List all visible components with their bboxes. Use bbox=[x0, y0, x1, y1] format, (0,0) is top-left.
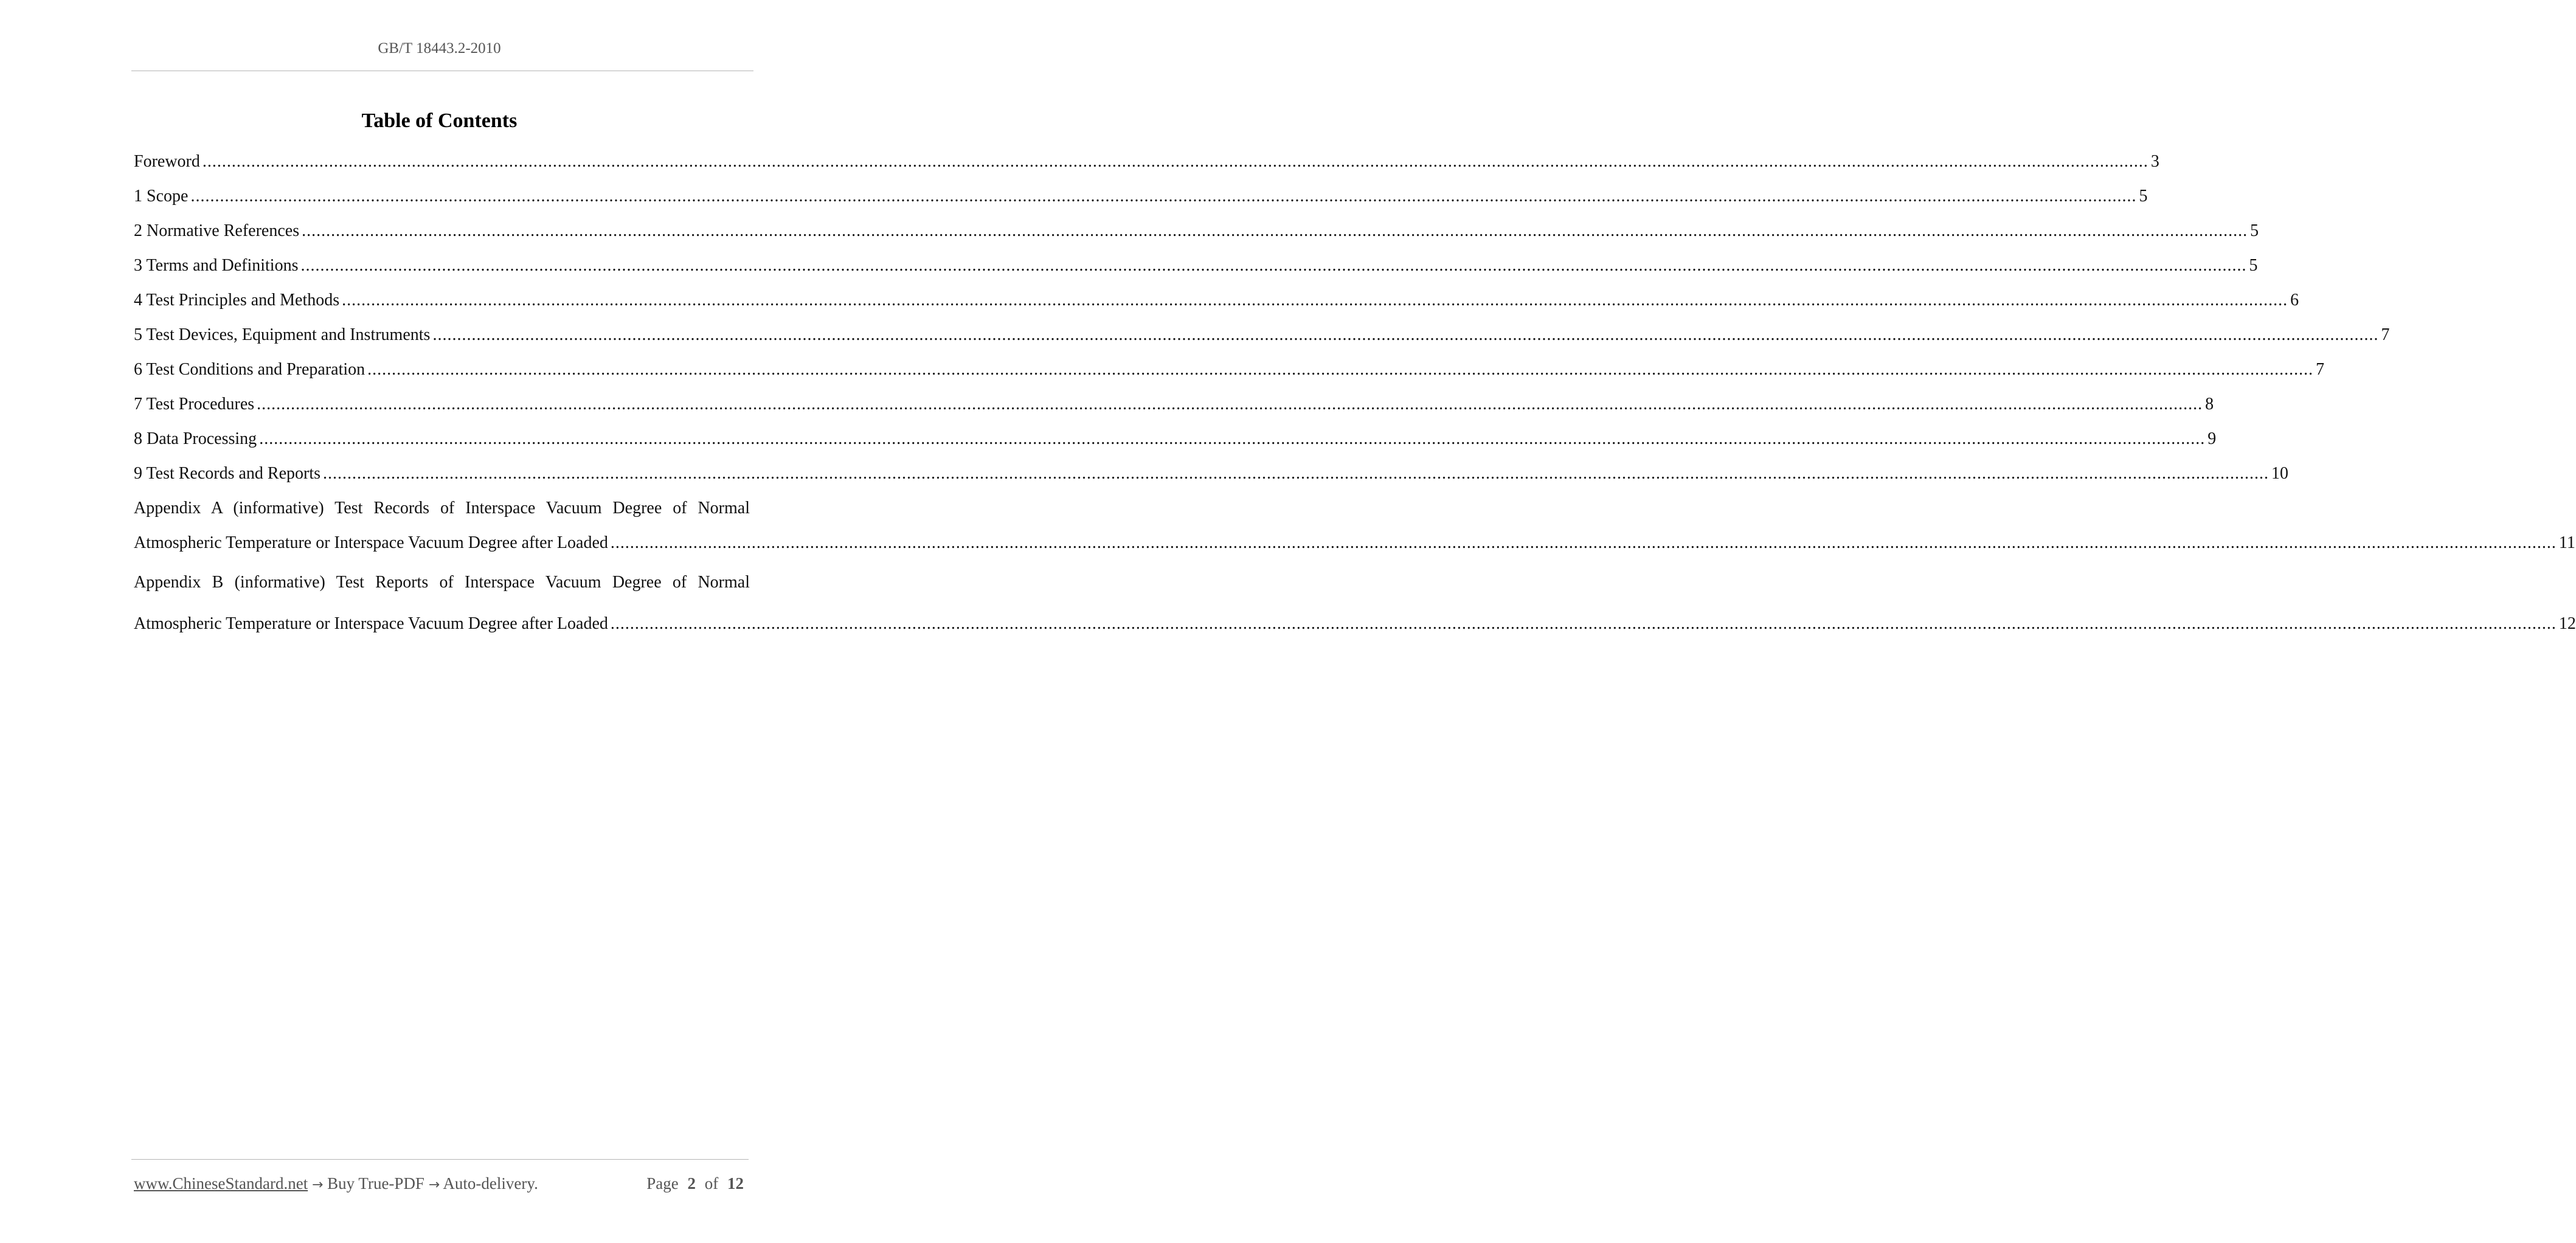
toc-entry-label: 9 Test Records and Reports bbox=[134, 464, 321, 483]
toc-entry-test-records-reports[interactable] bbox=[134, 463, 2289, 485]
toc-entry-appendix-a-line1[interactable] bbox=[134, 497, 750, 519]
toc-dot-leader: ................................................................................................................................................................................................................................................................................................................................................................................................................ bbox=[610, 614, 2557, 633]
toc-entry-terms-definitions[interactable] bbox=[134, 255, 2258, 277]
footer-promo bbox=[134, 1172, 538, 1196]
toc-entry-label: 3 Terms and Definitions bbox=[134, 256, 299, 275]
document-header-code: GB/T 18443.2-2010 bbox=[378, 40, 501, 57]
toc-entry-appendix-b-line1[interactable] bbox=[134, 572, 750, 594]
toc-entry-page: 5 bbox=[2249, 256, 2258, 275]
toc-entry-label: Atmospheric Temperature or Interspace Vacuum Degree after Loaded bbox=[134, 533, 608, 552]
toc-entry-test-procedures[interactable] bbox=[134, 393, 2214, 415]
toc-entry-label: Appendix A (informative) Test Records of Interspace Vacuum Degree of Normal bbox=[134, 499, 750, 518]
site-link[interactable]: www.ChineseStandard.net bbox=[134, 1174, 308, 1193]
toc-entry-label: Atmospheric Temperature or Interspace Vacuum Degree after Loaded bbox=[134, 614, 608, 633]
toc-dot-leader: ................................................................................................................................................................................................................................................................................................................................................................................................................ bbox=[610, 533, 2557, 552]
toc-entry-page: 6 bbox=[2290, 291, 2299, 310]
toc-dot-leader: ................................................................................................................................................................................................................................................................................................................................................................................................................ bbox=[342, 291, 2288, 310]
toc-entry-page: 5 bbox=[2139, 187, 2148, 206]
toc-entry-test-principles[interactable] bbox=[134, 289, 2299, 311]
toc-entry-page: 10 bbox=[2271, 464, 2289, 483]
toc-entry-label: Foreword bbox=[134, 152, 200, 171]
toc-entry-label: 4 Test Principles and Methods bbox=[134, 291, 340, 310]
total-pages-number: 12 bbox=[727, 1174, 744, 1193]
toc-dot-leader: ................................................................................................................................................................................................................................................................................................................................................................................................................ bbox=[259, 429, 2206, 448]
toc-entry-scope[interactable] bbox=[134, 185, 2148, 207]
page-number bbox=[646, 1172, 749, 1194]
arrow-right-icon: → bbox=[428, 1177, 440, 1193]
toc-entry-page: 9 bbox=[2207, 429, 2217, 448]
toc-dot-leader: ................................................................................................................................................................................................................................................................................................................................................................................................................ bbox=[300, 256, 2247, 275]
toc-entry-label: 7 Test Procedures bbox=[134, 395, 255, 414]
toc-entry-label: 6 Test Conditions and Preparation bbox=[134, 360, 365, 379]
toc-entry-test-devices[interactable] bbox=[134, 324, 2390, 346]
toc-entry-appendix-a-line2[interactable] bbox=[134, 532, 2575, 554]
toc-entry-test-conditions[interactable] bbox=[134, 359, 2325, 381]
toc-dot-leader: ................................................................................................................................................................................................................................................................................................................................................................................................................ bbox=[257, 395, 2203, 414]
toc-entry-page: 11 bbox=[2558, 533, 2575, 552]
buy-true-pdf-text: Buy True-PDF bbox=[327, 1174, 424, 1193]
toc-entry-appendix-b-line2[interactable] bbox=[134, 613, 2576, 635]
page-word: Page bbox=[646, 1174, 679, 1193]
toc-dot-leader: ................................................................................................................................................................................................................................................................................................................................................................................................................ bbox=[190, 187, 2137, 206]
toc-entry-page: 7 bbox=[2381, 325, 2390, 344]
toc-dot-leader: ................................................................................................................................................................................................................................................................................................................................................................................................................ bbox=[432, 325, 2379, 344]
auto-delivery-text: Auto-delivery. bbox=[443, 1174, 538, 1193]
arrow-right-icon: → bbox=[311, 1177, 324, 1193]
toc-entry-label: 1 Scope bbox=[134, 187, 189, 206]
toc-dot-leader: ................................................................................................................................................................................................................................................................................................................................................................................................................ bbox=[323, 464, 2270, 483]
toc-dot-leader: ................................................................................................................................................................................................................................................................................................................................................................................................................ bbox=[367, 360, 2314, 379]
footer-divider bbox=[131, 1159, 749, 1160]
toc-entry-label: 5 Test Devices, Equipment and Instruments bbox=[134, 325, 431, 344]
of-word: of bbox=[704, 1174, 719, 1193]
toc-entry-label: Appendix B (informative) Test Reports of Interspace Vacuum Degree of Normal bbox=[134, 573, 750, 592]
toc-heading: Table of Contents bbox=[361, 109, 518, 132]
current-page-number: 2 bbox=[687, 1174, 696, 1193]
toc-dot-leader: ................................................................................................................................................................................................................................................................................................................................................................................................................ bbox=[202, 152, 2148, 171]
toc-entry-page: 5 bbox=[2250, 221, 2259, 240]
toc-entry-page: 3 bbox=[2150, 152, 2159, 171]
toc-entry-page: 7 bbox=[2316, 360, 2325, 379]
toc-entry-normative-references[interactable] bbox=[134, 220, 2259, 242]
toc-dot-leader: ................................................................................................................................................................................................................................................................................................................................................................................................................ bbox=[302, 221, 2248, 240]
toc-entry-data-processing[interactable] bbox=[134, 428, 2217, 450]
toc-entry-label: 8 Data Processing bbox=[134, 429, 257, 448]
toc-entry-page: 12 bbox=[2558, 614, 2576, 633]
toc-entry-foreword[interactable] bbox=[134, 151, 2159, 173]
toc-entry-page: 8 bbox=[2205, 395, 2214, 414]
toc-entry-label: 2 Normative References bbox=[134, 221, 300, 240]
